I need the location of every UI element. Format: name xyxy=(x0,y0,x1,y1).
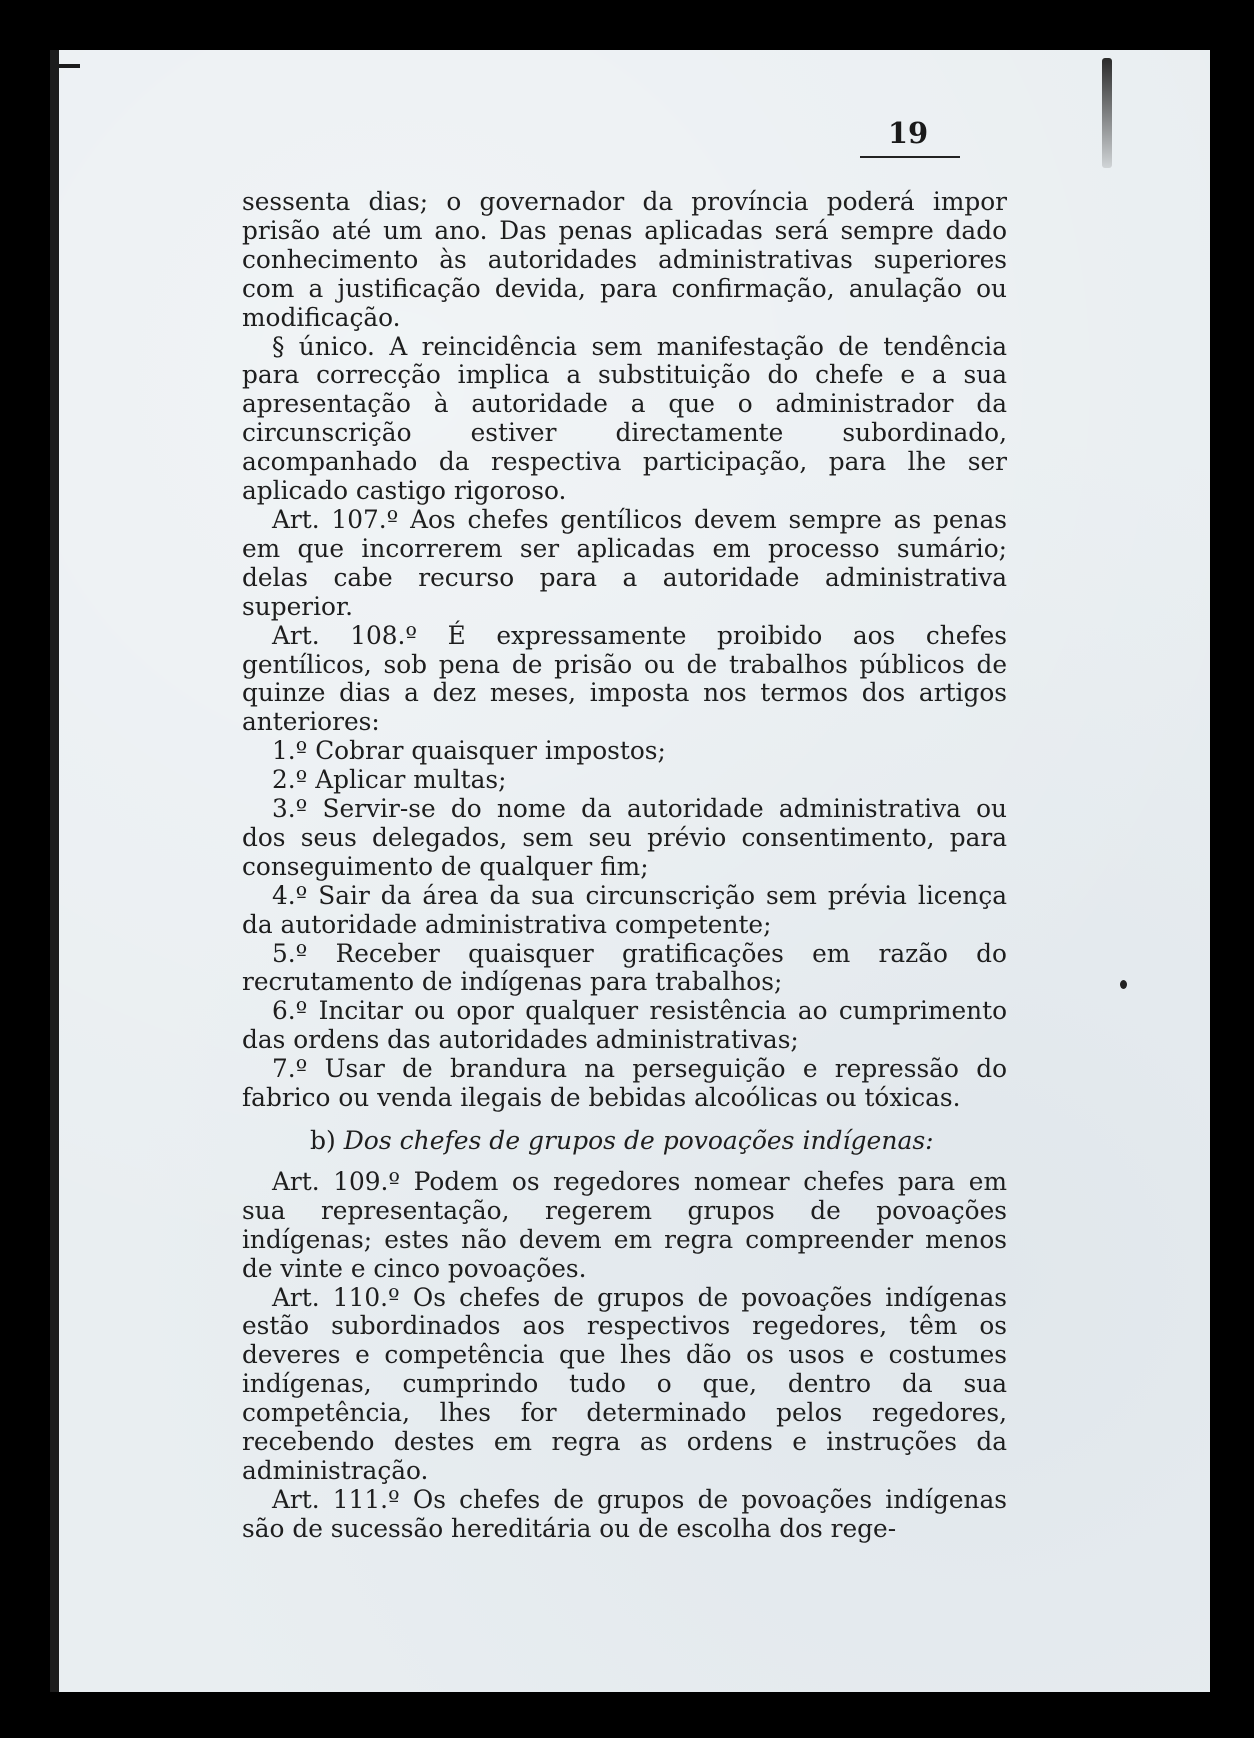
section-letter: b) xyxy=(310,1126,336,1155)
document-page xyxy=(50,50,1210,1692)
article-108: Art. 108.º É expressamente proibido aos chefes gentílicos, sob pena de prisão ou de trabalhos públicos de quinze dias a dez meses, imposta nos termos dos artigos anteriores: xyxy=(242,620,1007,737)
paragraph-continuation: sessenta dias; o governador da província poderá impor prisão até um ano. Das penas aplicadas será sempre dado conhecimento às autoridades administrativas superiores com a justificação devida, para confirmação, anulação ou modificação. xyxy=(242,187,1007,332)
article-111: Art. 111.º Os chefes de grupos de povoações indígenas são de sucessão hereditária ou de escolha dos rege- xyxy=(242,1484,1007,1543)
article-108-item-6: 6.º Incitar ou opor qualquer resistência ao cumprimento das ordens das autoridades administrativas; xyxy=(242,996,1007,1055)
paragraph-single-section: § único. A reincidência sem manifestação de tendência para correcção implica a substituição do chefe e a sua apresentação à autoridade a que o administrador da circunscrição estiver directamente subordinado, acompanhado da respectiva participação, para lhe ser aplicado castigo rigoroso. xyxy=(242,331,1007,506)
binding-mark xyxy=(1102,58,1112,168)
section-heading xyxy=(242,1127,1007,1156)
article-108-item-7: 7.º Usar de brandura na perseguição e repressão do fabrico ou venda ilegais de bebidas alcoólicas ou tóxicas. xyxy=(242,1054,1007,1113)
article-108-item-4: 4.º Sair da área da sua circunscrição sem prévia licença da autoridade administrativa competente; xyxy=(242,880,1007,939)
article-108-item-1: 1.º Cobrar quaisquer impostos; xyxy=(272,736,666,766)
ink-spot xyxy=(1120,980,1127,989)
article-109: Art. 109.º Podem os regedores nomear chefes para em sua representação, regerem grupos de povoações indígenas; estes não devem em regra compreender menos de vinte e cinco povoações. xyxy=(242,1166,1007,1283)
article-107: Art. 107.º Aos chefes gentílicos devem sempre as penas em que incorrerem ser aplicadas em processo sumário; delas cabe recurso para a autoridade administrativa superior. xyxy=(242,504,1007,621)
body-text xyxy=(242,188,1007,1544)
article-108-item-2: 2.º Aplicar multas; xyxy=(272,765,507,795)
article-108-item-3: 3.º Servir-se do nome da autoridade administrativa ou dos seus delegados, sem seu prévio consentimento, para conseguimento de qualquer fim; xyxy=(242,794,1007,881)
page-number: 19 xyxy=(887,116,929,150)
article-108-item-5: 5.º Receber quaisquer gratificações em razão do recrutamento de indígenas para trabalhos; xyxy=(242,938,1007,997)
scan-border-mark xyxy=(50,64,80,68)
section-title: Dos chefes de grupos de povoações indígenas: xyxy=(343,1126,934,1155)
page-number-rule xyxy=(860,156,960,158)
article-110: Art. 110.º Os chefes de grupos de povoações indígenas estão subordinados aos respectivos regedores, têm os deveres e competência que lhes dão os usos e costumes indígenas, cumprindo tudo o que, dentro da sua competência, lhes for determinado pelos regedores, recebendo destes em regra as ordens e instruções da administração. xyxy=(242,1282,1007,1485)
scan-border xyxy=(50,50,59,1692)
